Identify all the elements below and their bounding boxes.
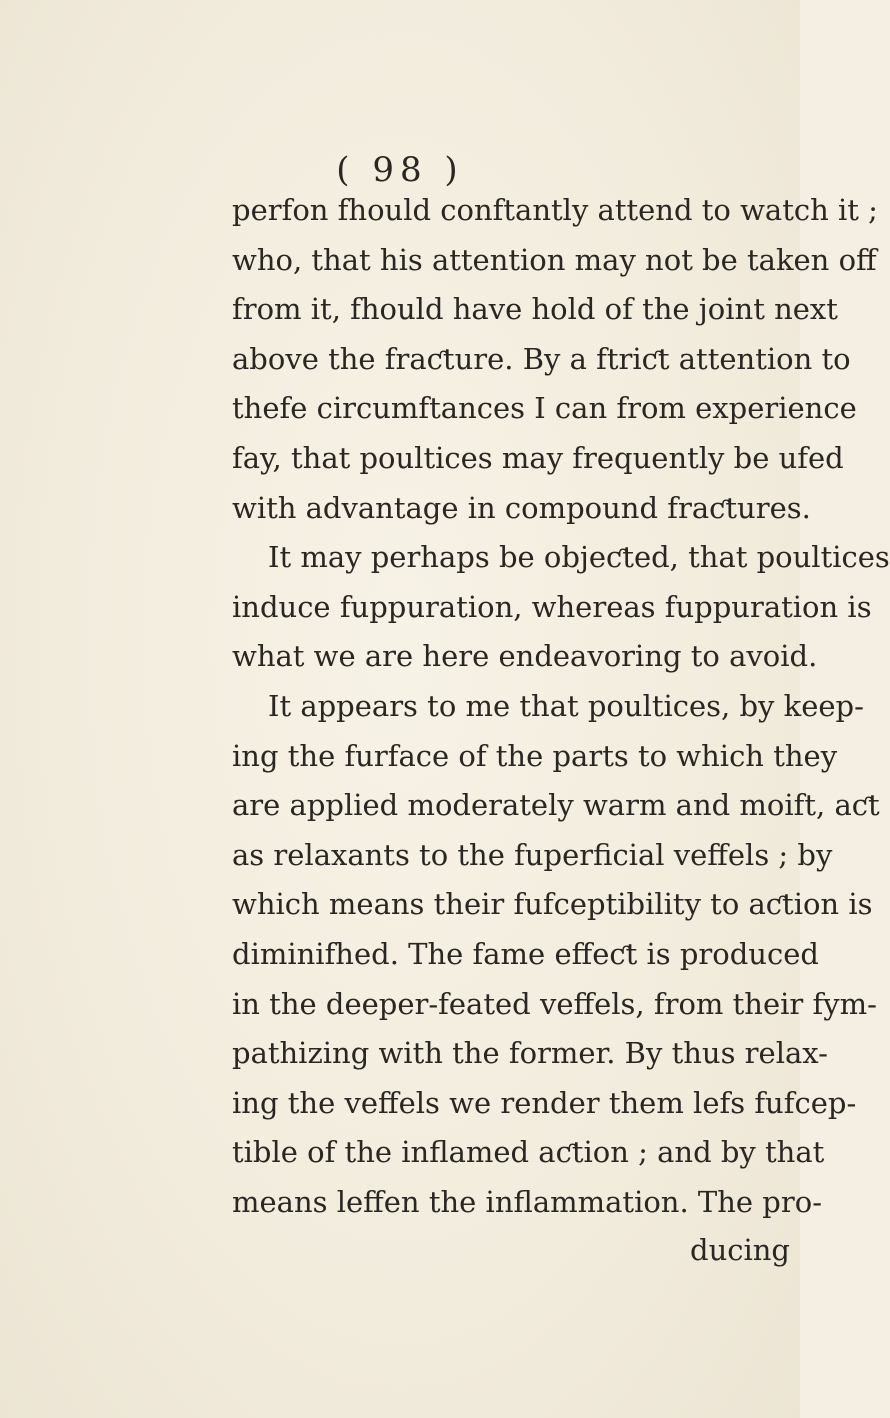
text-line: means leffen the inflammation. The pro-	[232, 1184, 822, 1219]
text-line: pathizing with the former. By thus relax-	[232, 1036, 828, 1071]
text-line: ing the veffels we render them lefs fufcep-	[232, 1085, 857, 1120]
catchword: ducing	[690, 1233, 790, 1267]
text-line: ing the furface of the parts to which they	[232, 738, 838, 773]
text-line: are applied moderately warm and moift, aƈt	[232, 788, 880, 823]
text-line: above the fraƈture. By a ftriƈt attention to	[232, 341, 851, 376]
text-line: in the deeper-feated veffels, from their fym-	[232, 986, 877, 1021]
text-line: which means their fufceptibility to aƈtion is	[232, 887, 873, 922]
text-line: diminifhed. The fame effeƈt is produced	[232, 936, 819, 971]
text-line: who, that his attention may not be taken off	[232, 242, 877, 277]
text-line: It may perhaps be objeƈted, that poultices	[268, 540, 890, 575]
text-line: induce fuppuration, whereas fuppuration is	[232, 589, 872, 624]
text-line: what we are here endeavoring to avoid.	[232, 639, 818, 674]
text-line: It appears to me that poultices, by keep-	[268, 688, 864, 723]
page-number: ( 98 )	[336, 150, 464, 190]
text-line: thefe circumftances I can from experience	[232, 391, 857, 426]
body-text	[232, 186, 890, 1227]
text-line: tible of the inflamed aƈtion ; and by that	[232, 1135, 825, 1170]
text-line: with advantage in compound fraƈtures.	[232, 490, 811, 525]
text-line: from it, fhould have hold of the joint next	[232, 292, 838, 327]
text-line: perfon fhould conftantly attend to watch it ;	[232, 193, 878, 227]
text-line: fay, that poultices may frequently be ufed	[232, 440, 844, 475]
text-line: as relaxants to the fuperficial veffels ; by	[232, 837, 833, 872]
